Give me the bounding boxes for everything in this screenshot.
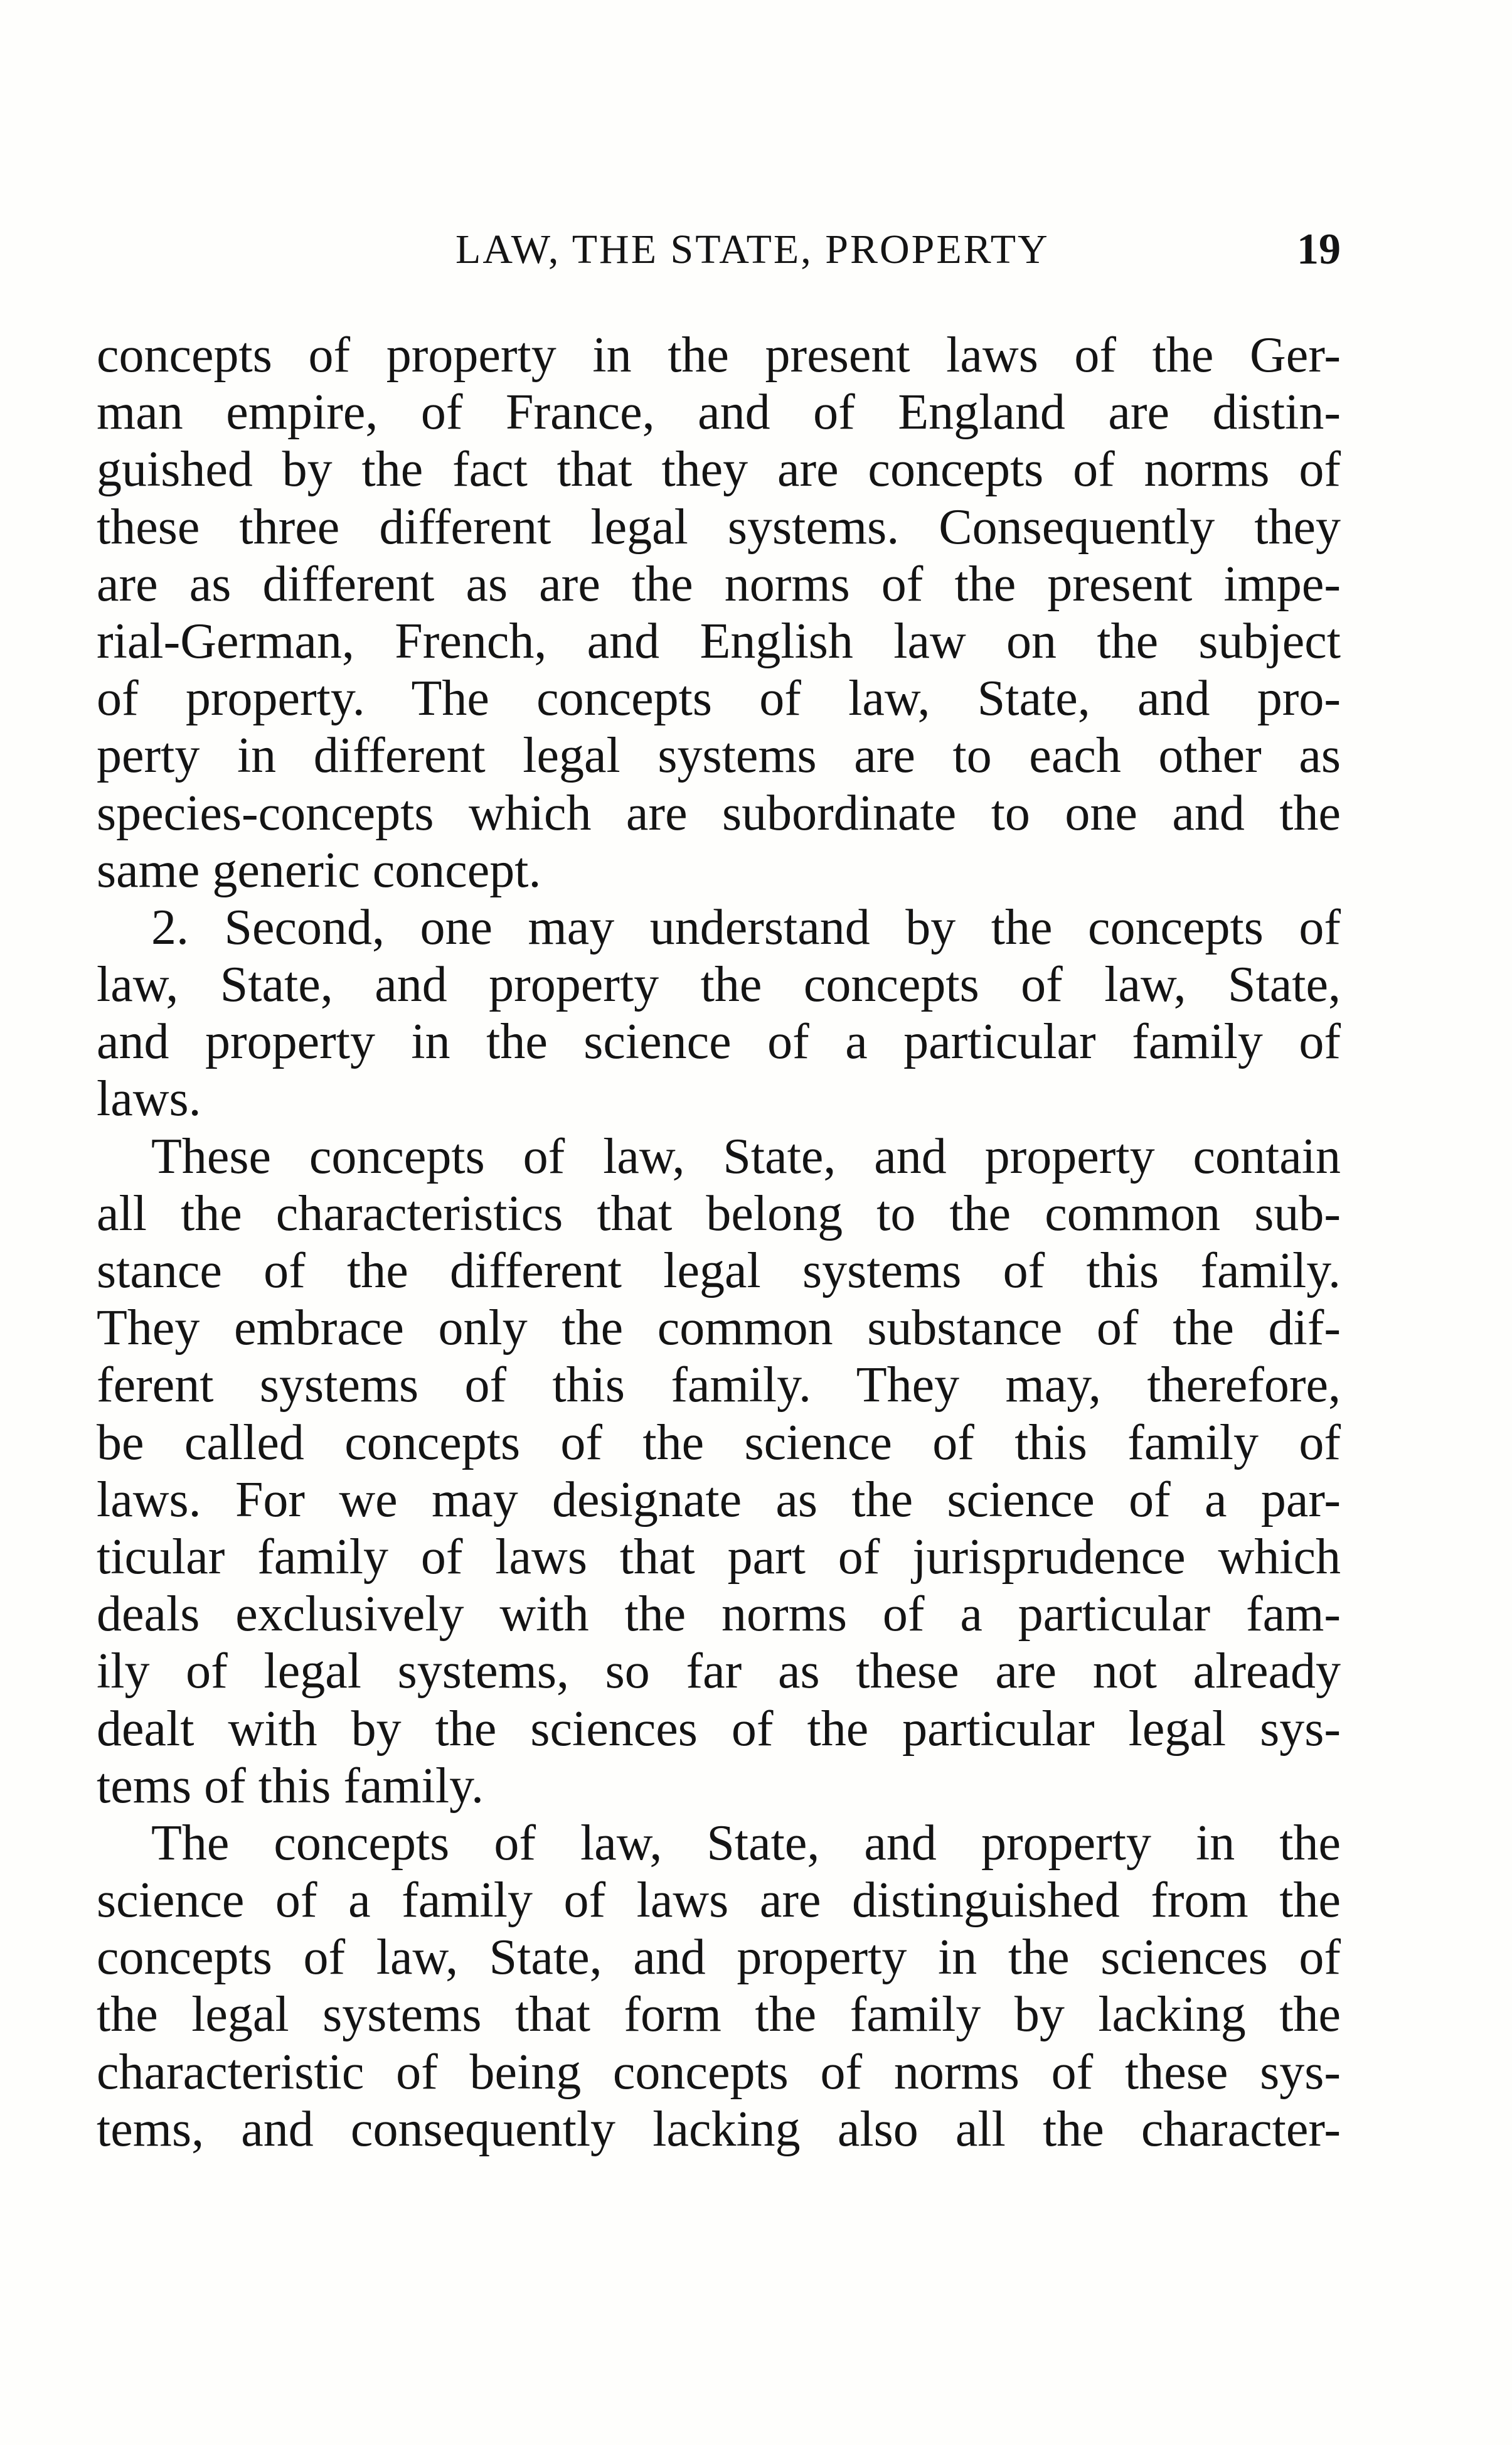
text-line: guished by the fact that they are concepts of norms of xyxy=(97,442,1341,498)
text-line: species-concepts which are subordinate to one and the xyxy=(97,785,1341,841)
text-line: and property in the science of a particular family of xyxy=(97,1014,1341,1070)
text-line: characteristic of being concepts of norms of these sys- xyxy=(97,2044,1341,2100)
text-line: 2. Second, one may understand by the concepts of xyxy=(151,899,1341,955)
text-line: They embrace only the common substance of the dif- xyxy=(97,1300,1341,1356)
text-line: concepts of law, State, and property in the sciences of xyxy=(97,1930,1341,1986)
text-line: ticular family of laws that part of jurisprudence which xyxy=(97,1529,1341,1585)
text-line: dealt with by the sciences of the particular legal sys- xyxy=(97,1701,1341,1757)
text-line: laws. xyxy=(97,1071,201,1127)
text-line: same generic concept. xyxy=(97,842,541,898)
text-line: the legal systems that form the family by lacking the xyxy=(97,1987,1341,2043)
text-line: be called concepts of the science of this family of xyxy=(97,1415,1341,1470)
text-line: laws. For we may designate as the science of a par- xyxy=(97,1472,1341,1527)
text-line: all the characteristics that belong to the common sub- xyxy=(97,1185,1341,1241)
text-line: these three different legal systems. Consequently they xyxy=(97,499,1341,555)
page-number: 19 xyxy=(1297,225,1341,274)
text-line: man empire, of France, and of England are distin- xyxy=(97,385,1341,441)
text-line: law, State, and property the concepts of law, State, xyxy=(97,957,1341,1013)
text-line: science of a family of laws are distinguished from the xyxy=(97,1873,1341,1929)
page-header xyxy=(97,221,1341,279)
text-line: These concepts of law, State, and property contain xyxy=(151,1128,1341,1184)
text-line: tems of this family. xyxy=(97,1758,484,1814)
text-line: deals exclusively with the norms of a particular fam- xyxy=(97,1586,1341,1642)
text-line: ferent systems of this family. They may, therefore, xyxy=(97,1357,1341,1413)
text-line: are as different as are the norms of the present impe- xyxy=(97,556,1341,612)
body-text xyxy=(97,327,1341,2158)
text-line: concepts of property in the present laws of the Ger- xyxy=(97,328,1341,383)
text-line: stance of the different legal systems of this family. xyxy=(97,1243,1341,1298)
text-line: of property. The concepts of law, State, and pro- xyxy=(97,671,1341,727)
text-line: The concepts of law, State, and property in the xyxy=(151,1815,1341,1871)
text-line: rial-German, French, and English law on the subject xyxy=(97,613,1341,669)
running-title: LAW, THE STATE, PROPERTY xyxy=(455,227,1050,272)
text-line: tems, and consequently lacking also all the character- xyxy=(97,2101,1341,2157)
text-line: ily of legal systems, so far as these are not already xyxy=(97,1644,1341,1699)
text-line: perty in different legal systems are to each other as xyxy=(97,728,1341,784)
